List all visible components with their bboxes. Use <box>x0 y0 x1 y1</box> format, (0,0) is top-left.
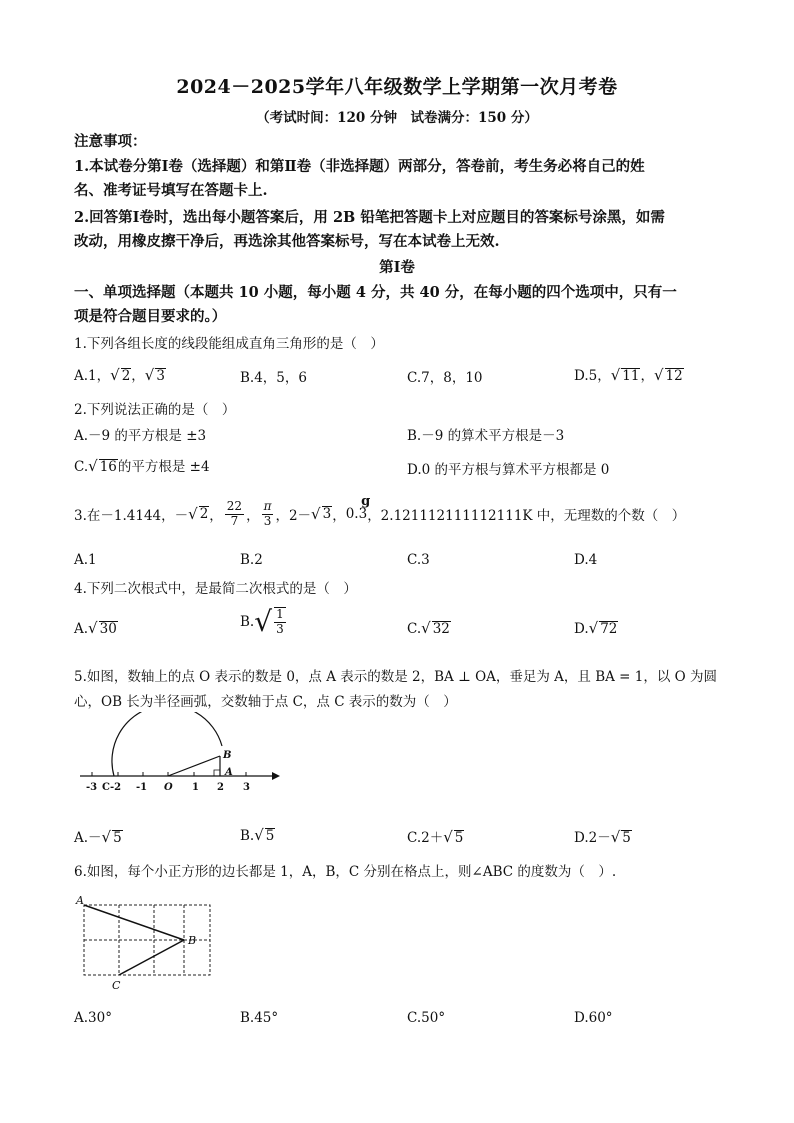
q4-a-radicand: 30 <box>99 621 117 637</box>
q3-fraction-22-7 <box>225 500 244 529</box>
q5-number-line-figure <box>74 712 284 798</box>
q2-stem: 2.下列说法正确的是（ ） <box>74 402 236 418</box>
q3-neg-radicand: 2 <box>199 506 209 523</box>
q6-grid-figure <box>74 893 214 993</box>
section-heading-line2: 项是符合题目要求的。） <box>74 308 227 325</box>
q4-a-label: A. <box>74 621 89 637</box>
q5-b-label: B. <box>240 828 255 844</box>
exam-title: 2024－2025学年八年级数学上学期第一次月考卷 <box>176 76 618 98</box>
q4-d-label: D. <box>574 621 589 637</box>
q3-repeating-dot: g <box>361 494 371 510</box>
q1-option-d: D.5，√ 11，√ 12 <box>574 366 683 384</box>
q5-right-angle-mark <box>214 770 220 776</box>
q5-tick-label-3: 3 <box>243 782 250 793</box>
q6-stem: 6.如图，每个小正方形的边长都是 1，A，B，C 分别在格点上，则∠ABC 的度数为（ ）. <box>74 864 617 880</box>
q5-tick-label-neg3: -3 <box>86 782 98 793</box>
q2-option-a: A.－9 的平方根是 ±3 <box>74 428 207 444</box>
q6-segment-cb <box>119 940 184 975</box>
notice-item1-line1: 1.本试卷分第Ⅰ卷（选择题）和第Ⅱ卷（非选择题）两部分，答卷前，考生务必将自己的姓 <box>74 158 645 175</box>
q4-option-b: B. √ $\frac{1}{3}$ <box>240 604 284 638</box>
exam-subtitle: （考试时间：120 分钟 试卷满分：150 分） <box>256 110 538 126</box>
q1-option-c: C.7，8，10 <box>407 370 483 386</box>
q5-axis-arrow <box>272 772 280 780</box>
q1-a-label: A.1， <box>74 368 111 384</box>
q1-a-radicand1: 2 <box>121 368 131 384</box>
q4-b-fraction <box>274 607 286 637</box>
q5-c-radicand: 5 <box>454 830 464 846</box>
q2-option-c: C.√ 16的平方根是 ±4 <box>74 457 210 475</box>
notice-heading: 注意事项： <box>74 133 147 150</box>
q2-option-d: D.0 的平方根与算术平方根都是 0 <box>407 462 610 478</box>
q5-tick-label-1: 1 <box>192 782 199 793</box>
q5-point-b-label: B <box>223 750 232 761</box>
q5-tick-label-c-neg2: C-2 <box>102 782 122 793</box>
q5-tick-label-2: 2 <box>217 782 224 793</box>
q5-d-label: D.2－ <box>574 830 611 846</box>
q2-option-b: B.－9 的算术平方根是－3 <box>407 428 565 444</box>
q5-stem-line1: 5.如图，数轴上的点 O 表示的数是 0，点 A 表示的数是 2，BA ⊥ OA，垂足为 A，且 BA = 1，以 O 为圆 <box>74 669 718 685</box>
q5-c-label: C.2＋ <box>407 830 444 846</box>
q4-option-d: D.√ 72 <box>574 619 618 637</box>
q2-c-radicand: 16 <box>99 459 117 475</box>
q5-option-b: B.√ 5 <box>240 826 275 844</box>
q3-option-a: A.1 <box>74 552 97 568</box>
q3-stem-suffix: ，2.121112111112111K 中，无理数的个数（ ） <box>367 508 686 525</box>
q1-a-radicand2: 3 <box>156 368 165 384</box>
q4-b-num: 1 <box>276 607 284 621</box>
q6-option-d: D.60° <box>574 1010 613 1026</box>
q3-option-d: D.4 <box>574 552 598 568</box>
q1-d-radicand2: 12 <box>665 368 683 384</box>
notice-item1-line2: 名、准考证号填写在答题卡上. <box>74 182 268 199</box>
q6-option-b: B.45° <box>240 1010 279 1026</box>
q3-stem-prefix: 3.在－1.4144，－ <box>74 508 189 525</box>
q4-d-radicand: 72 <box>600 621 618 637</box>
q5-point-a-label: A <box>225 767 233 778</box>
q4-option-c: C.√ 32 <box>407 619 450 637</box>
q4-c-label: C. <box>407 621 422 637</box>
q2-c-rest: 的平方根是 ±4 <box>117 459 210 475</box>
q5-d-radicand: 5 <box>622 830 631 846</box>
q1-d-radicand1: 11 <box>622 368 640 384</box>
q6-point-c-label: C <box>112 979 121 992</box>
q3-option-b: B.2 <box>240 552 263 568</box>
q3-frac1-num: 22 <box>226 499 243 513</box>
q3-option-c: C.3 <box>407 552 430 568</box>
q3-stem: 3.在－1.4144，－ √ 2 ， $\frac{22}{7}$ ， $\frac{\pi}{3}$ ， 2－ √ 3 ， 0.3 g ，2.121112111112111K 中，无理数的个数（ ） <box>74 494 686 528</box>
section-heading-line1: 一、单项选择题（本题共 10 小题，每小题 4 分，共 40 分，在每小题的四个选项中，只有一 <box>74 284 677 301</box>
q5-option-a: A.－√ 5 <box>74 828 122 846</box>
q5-b-radicand: 5 <box>265 828 275 844</box>
q4-c-radicand: 32 <box>432 621 450 637</box>
q3-expr-radicand: 3 <box>322 506 332 523</box>
q3-repeating-value: 0.3 <box>345 506 368 523</box>
notice-item2-line2: 改动，用橡皮擦干净后，再选涂其他答案标号，写在本试卷上无效. <box>74 233 500 250</box>
q5-stem-line2: 心，OB 长为半径画弧，交数轴于点 C，点 C 表示的数为（ ） <box>74 694 457 710</box>
q3-repeating-decimal <box>345 494 371 523</box>
q4-b-den: 3 <box>276 621 284 636</box>
q5-arc <box>112 712 222 776</box>
q3-frac2-den: 3 <box>263 513 272 528</box>
q5-a-radicand: 5 <box>113 830 122 846</box>
q3-fraction-pi-3 <box>262 500 274 529</box>
q1-stem: 1.下列各组长度的线段能组成直角三角形的是（ ） <box>74 336 384 352</box>
q2-c-label: C. <box>74 459 89 475</box>
q6-option-c: C.50° <box>407 1010 446 1026</box>
q5-tick-label-o: O <box>164 782 173 793</box>
q4-stem: 4.下列二次根式中，是最简二次根式的是（ ） <box>74 581 357 597</box>
q6-segment-ab <box>84 905 184 940</box>
q5-tick-label-neg1: -1 <box>136 782 148 793</box>
q1-option-a: A.1，√ 2，√ 3 <box>74 366 165 384</box>
q1-option-b: B.4，5，6 <box>240 370 307 386</box>
notice-item2-line1: 2.回答第Ⅰ卷时，选出每小题答案后，用 2B 铅笔把答题卡上对应题目的答案标号涂黑，如需 <box>74 209 665 226</box>
q1-d-label: D.5， <box>574 368 611 384</box>
volume-title: 第Ⅰ卷 <box>379 259 415 276</box>
q5-a-label: A.－ <box>74 830 102 846</box>
q5-option-c: C.2＋√ 5 <box>407 828 464 846</box>
q6-point-b-label: B <box>188 934 197 947</box>
q3-frac1-den: 7 <box>230 513 239 528</box>
q5-option-d: D.2－√ 5 <box>574 828 631 846</box>
q4-b-label: B. <box>240 613 255 630</box>
q6-option-a: A.30° <box>74 1010 112 1026</box>
q3-expr: 2－ <box>288 508 312 525</box>
q6-point-a-label: A <box>76 894 84 907</box>
q3-frac2-num: π <box>263 499 272 513</box>
q4-option-a: A.√ 30 <box>74 619 117 637</box>
